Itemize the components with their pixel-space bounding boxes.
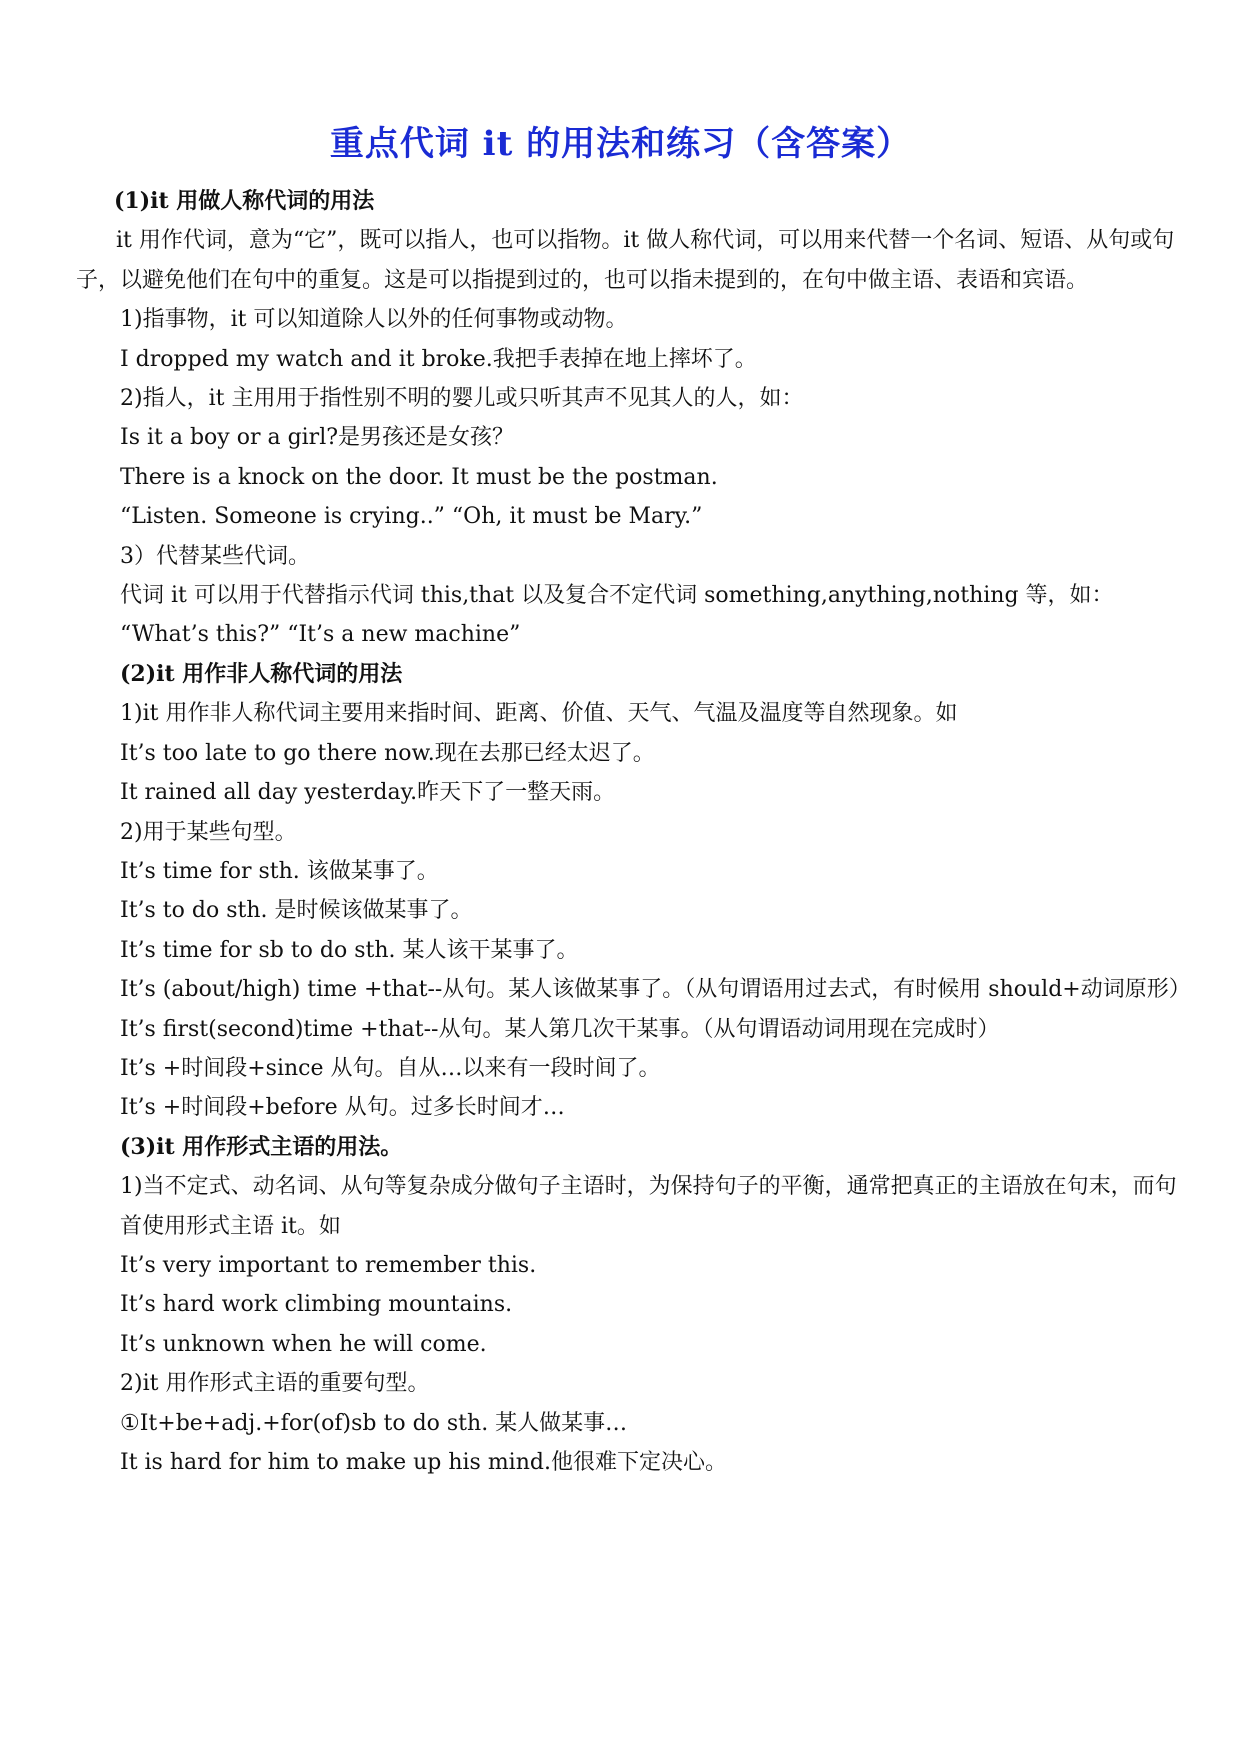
document-body [76, 182, 1191, 1482]
example-sentence: It’s unknown when he will come. [120, 1331, 487, 1357]
section-heading-1: (1)it 用做人称代词的用法 [114, 188, 375, 214]
example-sentence: Is it a boy or a girl?是男孩还是女孩？ [120, 425, 515, 451]
list-item: 2)用于某些句型。 [120, 819, 297, 845]
example-sentence: It’s too late to go there now.现在去那已经太迟了。 [120, 740, 655, 766]
example-sentence: It’s very important to remember this. [120, 1252, 537, 1278]
sentence-pattern: It’s +时间段+before 从句。过多长时间才… [120, 1095, 565, 1121]
example-sentence: “What’s this?” “It’s a new machine” [120, 622, 521, 648]
example-sentence: “Listen. Someone is crying..” “Oh, it must be Mary.” [120, 504, 703, 530]
sentence-pattern: It’s time for sth. 该做某事了。 [120, 858, 439, 884]
sentence-pattern: It’s +时间段+since 从句。自从…以来有一段时间了。 [120, 1055, 661, 1081]
list-item: 1)it 用作非人称代词主要用来指时间、距离、价值、天气、气温及温度等自然现象。如 [120, 701, 958, 727]
sentence-pattern: ①It+be+adj.+for(of)sb to do sth. 某人做某事… [120, 1410, 628, 1436]
list-item: 2)it 用作形式主语的重要句型。 [120, 1371, 430, 1397]
sentence-pattern: It’s (about/high) time +that--从句。某人该做某事了。（从句谓语用过去式，有时候用 should+动词原形） [120, 977, 1191, 1003]
paragraph-intro: it 用作代词，意为“它”，既可以指人，也可以指物。it 做人称代词，可以用来代替一个名词、短语、从句或句子，以避免他们在句中的重复。这是可以指提到过的，也可以指未提到的，在句中做主语、表语和宾语。 [76, 228, 1175, 293]
section-heading-3: (3)it 用作形式主语的用法。 [120, 1133, 403, 1160]
list-item: 1)当不定式、动名词、从句等复杂成分做句子主语时，为保持句子的平衡，通常把真正的主语放在句末，而句首使用形式主语 it。如 [120, 1174, 1177, 1239]
section-heading-2: (2)it 用作非人称代词的用法 [120, 660, 403, 687]
paragraph-text: 代词 it 可以用于代替指示代词 this,that 以及复合不定代词 something,anything,nothing 等，如： [120, 583, 1114, 609]
list-item: 1)指事物，it 可以知道除人以外的任何事物或动物。 [120, 307, 628, 333]
sentence-pattern: It’s time for sb to do sth. 某人该干某事了。 [120, 937, 579, 963]
example-sentence: It’s hard work climbing mountains. [120, 1292, 513, 1318]
example-sentence: There is a knock on the door. It must be the postman. [120, 464, 718, 490]
page-title: 重点代词 it 的用法和练习（含答案） [329, 124, 912, 164]
sentence-pattern: It’s to do sth. 是时候该做某事了。 [120, 898, 473, 924]
example-sentence: It rained all day yesterday.昨天下了一整天雨。 [120, 780, 616, 806]
example-sentence: It is hard for him to make up his mind.他很难下定决心。 [120, 1450, 727, 1475]
sentence-pattern: It’s first(second)time +that--从句。某人第几次干某事。（从句谓语动词用现在完成时） [120, 1016, 1000, 1042]
example-sentence: I dropped my watch and it broke.我把手表掉在地上摔坏了。 [120, 346, 757, 372]
list-item: 2)指人，it 主用用于指性别不明的婴儿或只听其声不见其人的人，如： [120, 386, 804, 412]
list-item: 3）代替某些代词。 [120, 543, 310, 569]
